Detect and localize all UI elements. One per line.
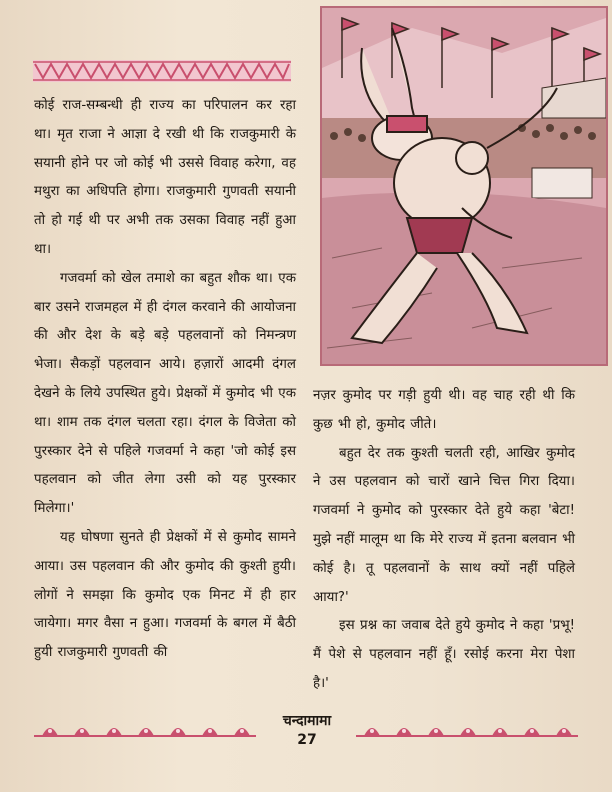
story-column-right	[313, 382, 575, 699]
story-paragraph: बहुत देर तक कुश्ती चलती रही, आखिर कुमोद ने उस पहलवान को चारों खाने चित्त गिरा दिया। गजवर्मा ने कुमोद को पुरस्कार देते हुये कहा 'बेटा! मुझे नहीं मालूम था कि मेरे राज्य में इतना बलवान भी कोई है। तू पहलवानों के साथ क्यों नहीं पहिले आया?'	[313, 445, 575, 605]
decorative-border-footer-left	[34, 712, 256, 742]
story-paragraph: नज़र कुमोद पर गड़ी हुयी थी। वह चाह रही थी कि कुछ भी हो, कुमोद जीते।	[313, 388, 575, 432]
wrestling-scene-image	[322, 8, 606, 364]
story-paragraph: यह घोषणा सुनते ही प्रेक्षकों में से कुमोद सामने आया। उस पहलवान की और कुमोद की कुश्ती हुयी। लोगों ने समझा कि कुमोद एक मिनट में ही हार जायेगा। मगर वैसा न हुआ। गजवर्मा के बगल में बैठी हुयी राजकुमारी गुणवती की	[34, 529, 296, 661]
story-paragraph: गजवर्मा को खेल तमाशे का बहुत शौक था। एक बार उसने राजमहल में ही दंगल करवाने की आयोजना की और देश के बड़े बड़े पहलवानों को निमन्त्रण भेजा। सैकड़ों पहलवान आये। हज़ारों आदमी दंगल देखने के लिये उपस्थित हुये। प्रेक्षकों में कुमोद भी एक था। शाम तक दंगल चलता रहा। दंगल के विजेता को पुरस्कार देने से पहिले गजवर्मा ने कहा 'जो कोई इस पहलवान को जीत लेगा उसी को यह पुरस्कार मिलेगा।'	[34, 270, 296, 517]
decorative-border-footer-right	[356, 712, 578, 742]
story-paragraph: कोई राज-सम्बन्धी ही राज्य का परिपालन कर रहा था। मृत राजा ने आज्ञा दे रखी थी कि राजकुमारी के सयानी होने पर जो कोई भी उससे विवाह करेगा, वह मथुरा का अधिपति होगा। राजकुमारी गुणवती सयानी तो हो गई थी पर अभी तक उसका विवाह नहीं हुआ था।	[34, 98, 296, 257]
story-paragraph: इस प्रश्न का जवाब देते हुये कुमोद ने कहा 'प्रभू! मैं पेशे से पहलवान नहीं हूँ। रसोई करना मेरा पेशा है।'	[313, 618, 575, 691]
wrestling-illustration	[320, 6, 608, 366]
page-number: 27	[297, 732, 317, 748]
magazine-title: चन्दामामा	[282, 713, 332, 729]
decorative-border-top	[33, 60, 291, 82]
story-column-left	[34, 92, 296, 668]
